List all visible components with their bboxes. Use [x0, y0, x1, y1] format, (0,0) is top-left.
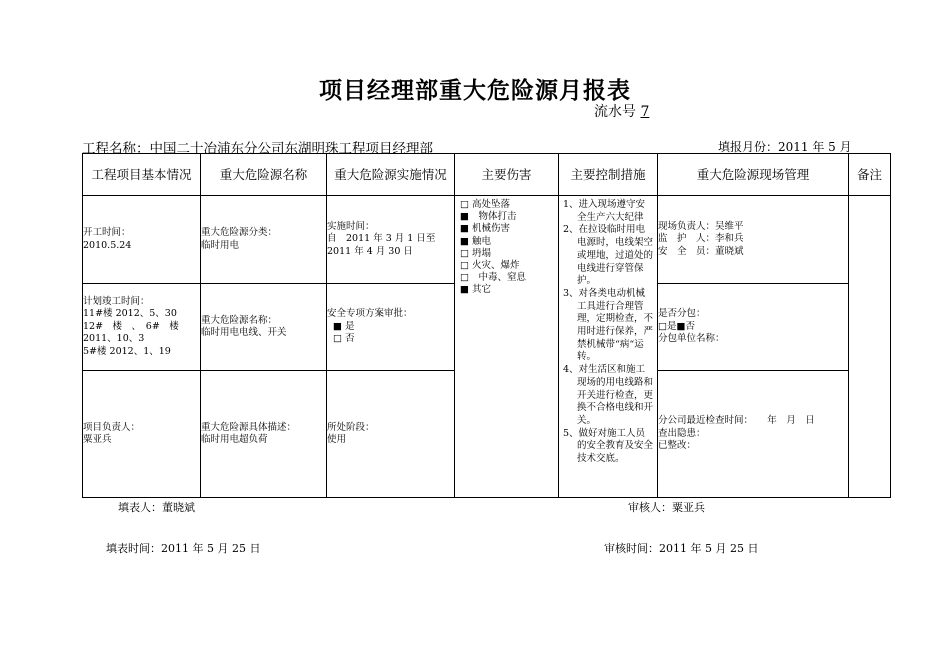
safety-officer: 安 全 员：董晓斌 — [658, 245, 744, 257]
start-time-value: 2010.5.24 — [83, 239, 132, 251]
stage-value: 使用 — [327, 434, 347, 445]
subcontractor-name-label: 分包单位名称： — [658, 333, 725, 345]
header-hazard-name: 重大危险源名称 — [201, 154, 327, 196]
fill-time-value: 2011 年 5 月 25 日 — [161, 542, 261, 555]
site-personnel-cell — [658, 196, 849, 284]
fill-time-label: 填表时间： — [106, 542, 161, 555]
header-control-measures: 主要控制措施 — [559, 154, 658, 196]
remarks-cell — [849, 196, 891, 498]
project-leader-cell — [83, 371, 201, 498]
subcontract-label: 是否分包： — [658, 308, 706, 320]
hazard-category-value: 临时用电 — [201, 239, 240, 251]
approval-no-checkbox: □ 否 — [333, 333, 355, 345]
header-remarks: 备注 — [849, 154, 891, 196]
completion-building-12-6: 12# 楼 、 6# 楼 — [83, 320, 179, 332]
plan-approval-cell — [327, 284, 455, 371]
control-item: 4、对生活区和施工现场的用电线路和开关进行检查，更换不合格电线和开关。 — [563, 364, 654, 426]
hazard-description-value: 临时用电超负荷 — [201, 434, 268, 445]
control-item: 2、在拉设临时用电电源时，电线架空或埋地，过道处的电线进行穿管保护。 — [563, 224, 654, 287]
completion-building-11: 11#楼 2012、5、30 — [83, 308, 177, 320]
stage-cell — [327, 371, 455, 498]
approval-yes-checkbox: ■ 是 — [333, 320, 355, 332]
project-leader-label: 项目负责人： — [83, 421, 141, 433]
inspection-cell — [658, 371, 849, 498]
page-title: 项目经理部重大危险源月报表 — [319, 77, 631, 104]
hazard-category-cell — [201, 196, 327, 284]
harm-item: ■ 物体打击 — [460, 211, 517, 223]
hazard-name-value: 临时用电电线、开关 — [201, 327, 287, 338]
project-leader-name: 粟亚兵 — [83, 434, 112, 445]
site-manager: 现场负责人：吴维平 — [658, 220, 744, 232]
control-measures-cell — [559, 196, 658, 498]
project-label: 工程名称： — [82, 141, 150, 157]
review-time-value: 2011 年 5 月 25 日 — [659, 542, 759, 555]
completion-building-5: 5#楼 2012、1、19 — [83, 345, 171, 357]
serial-number — [594, 101, 657, 121]
planned-completion-label: 计划竣工时间： — [83, 295, 150, 307]
month-value: 2011 年 5 月 — [778, 140, 852, 154]
harm-item: □ 火灾、爆炸 — [460, 260, 520, 272]
month-label: 填报月份： — [718, 140, 779, 154]
implementation-time-to: 2011 年 4 月 30 日 — [327, 245, 413, 257]
fill-time — [106, 540, 260, 556]
plan-approval-label: 安全专项方案审批： — [327, 308, 413, 320]
review-time-label: 审核时间： — [604, 542, 659, 555]
last-inspection-time: 分公司最近检查时间： 年 月 日 — [658, 415, 815, 427]
control-item: 3、对各类电动机械工具进行合理管理，定期检查，不用时进行保养，严禁机械带“病“运转。 — [563, 287, 654, 363]
filler-name: 董晓斌 — [162, 501, 195, 514]
control-item: 5、做好对施工人员的安全教育及安全技术交底。 — [563, 427, 654, 465]
harm-item: □ 高处坠落 — [460, 199, 510, 210]
start-time-cell — [83, 196, 201, 284]
serial-value: 7 — [640, 104, 650, 120]
subcontract-options: □是■否 — [658, 320, 695, 332]
implementation-time-label: 实施时间： — [327, 220, 375, 232]
serial-label: 流水号 — [594, 104, 636, 120]
hazards-found-label: 查出隐患： — [658, 427, 706, 439]
hazard-category-label: 重大危险源分类： — [201, 227, 278, 238]
review-time — [604, 540, 758, 556]
control-item: 1、进入现场遵守安全生产六大纪律 — [563, 199, 646, 223]
reviewer-label: 审核人： — [628, 501, 672, 514]
header-site-management: 重大危险源现场管理 — [658, 154, 849, 196]
harm-item: ■ 机械伤害 — [460, 223, 510, 235]
harm-item: □ 中毒、窒息 — [460, 272, 526, 284]
hazard-description-label: 重大危险源具体描述： — [201, 421, 297, 433]
rectified-label: 已整改： — [658, 440, 697, 452]
project-name: 中国二十冶浦东分公司东湖明珠工程项目经理部 — [149, 141, 433, 157]
header-main-harm: 主要伤害 — [455, 154, 559, 196]
hazard-report-table — [82, 153, 891, 498]
harm-item: ■ 其它 — [460, 284, 491, 296]
stage-label: 所处阶段： — [327, 421, 375, 433]
start-time-label: 开工时间： — [83, 227, 131, 238]
reviewer-name: 粟亚兵 — [672, 501, 705, 514]
hazard-name-label: 重大危险源名称： — [201, 314, 278, 326]
table-header-row — [83, 154, 891, 196]
table-row — [83, 196, 891, 284]
filler-label: 填表人： — [118, 501, 162, 514]
implementation-time-from: 自 2011 年 3 月 1 日至 — [327, 233, 436, 245]
subcontract-cell — [658, 284, 849, 371]
harm-item: ■ 触电 — [460, 235, 491, 247]
completion-building-12-6-date: 2011、10、3 — [83, 333, 145, 345]
harm-item: □ 坍塌 — [460, 247, 491, 259]
hazard-description-cell — [201, 371, 327, 498]
header-basic-info: 工程项目基本情况 — [83, 154, 201, 196]
filler — [118, 499, 195, 515]
header-implementation: 重大危险源实施情况 — [327, 154, 455, 196]
implementation-time-cell — [327, 196, 455, 284]
reviewer — [628, 499, 705, 515]
guardian: 监 护 人：李和兵 — [658, 233, 744, 245]
main-harm-cell — [455, 196, 559, 498]
hazard-name-cell — [201, 284, 327, 371]
planned-completion-cell — [83, 284, 201, 371]
